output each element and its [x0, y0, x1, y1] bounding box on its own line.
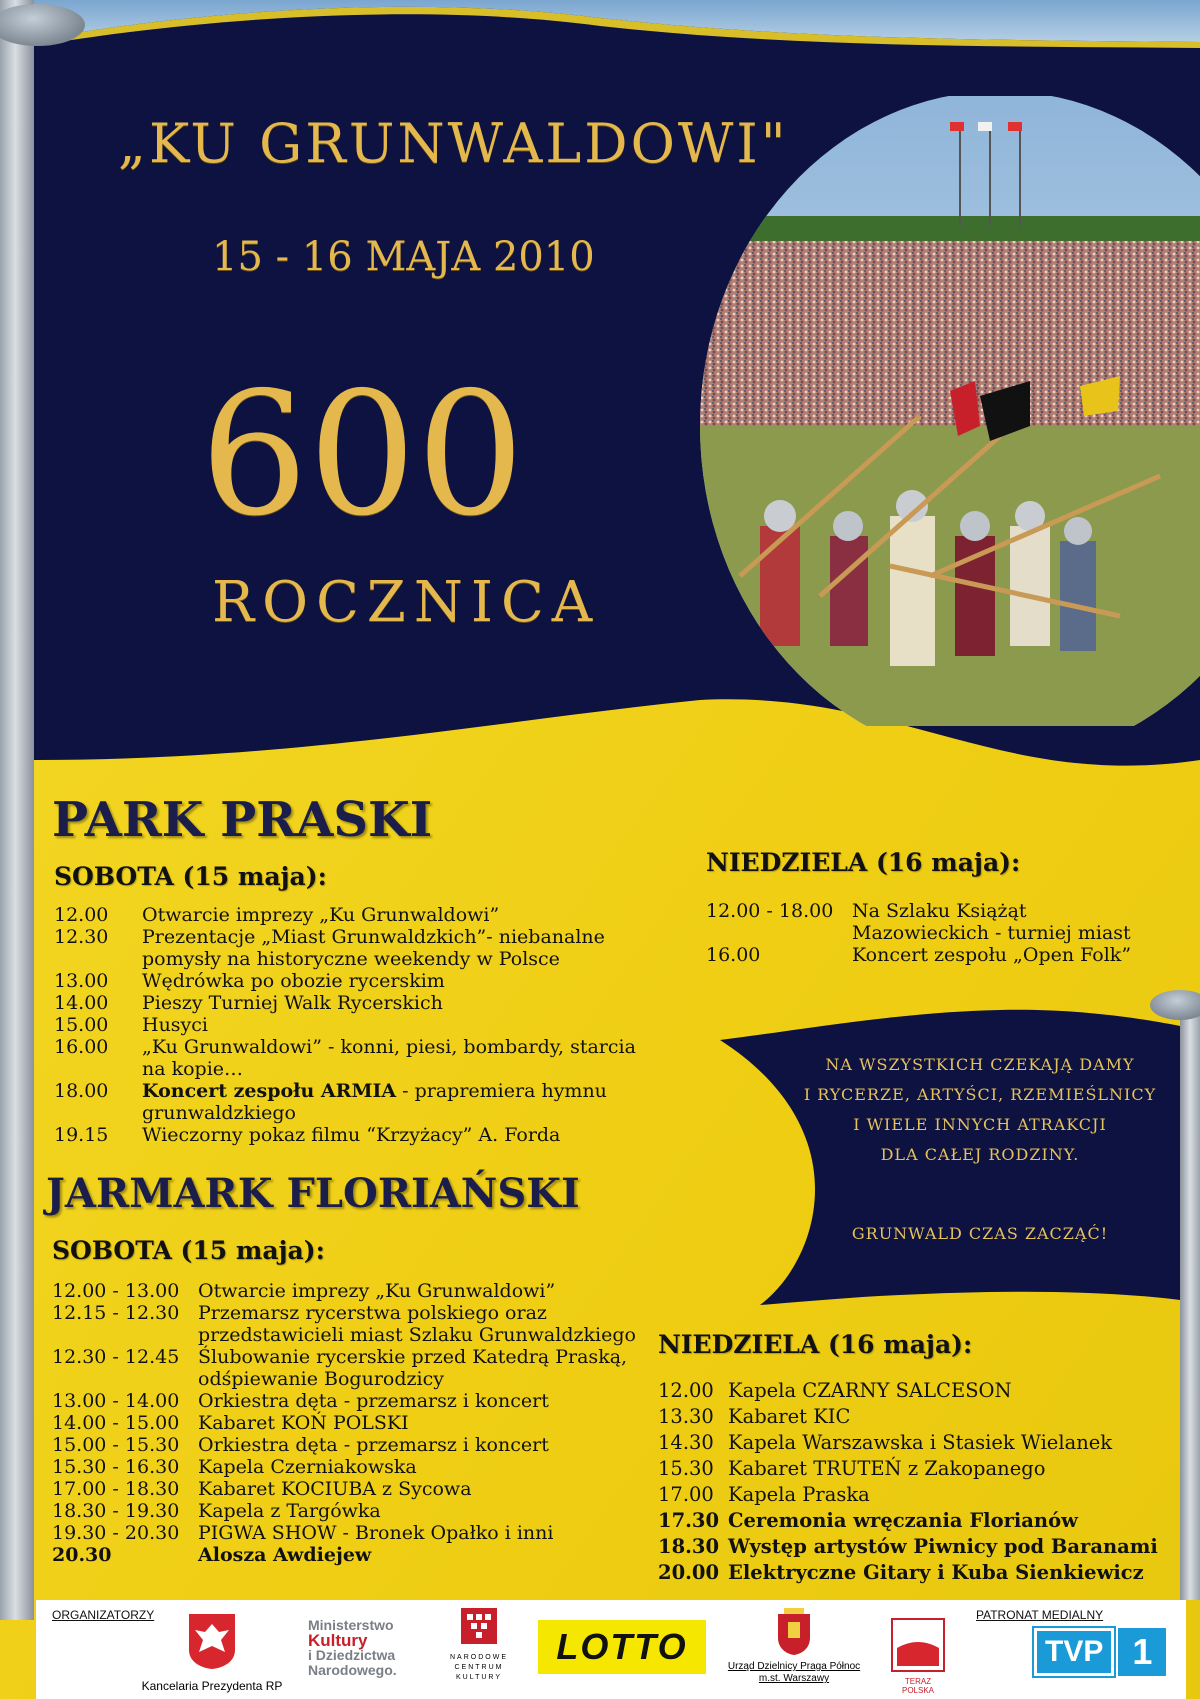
- schedule-desc: Otwarcie imprezy „Ku Grunwaldowi”: [198, 1280, 556, 1302]
- schedule-desc: Otwarcie imprezy „Ku Grunwaldowi”: [142, 904, 500, 926]
- tvp1-logo: [1034, 1628, 1164, 1676]
- schedule-row: [54, 904, 654, 926]
- banner-line: NA WSZYSTKICH CZEKAJĄ DAMY: [825, 1055, 1135, 1074]
- schedule-time: 19.15: [54, 1124, 109, 1146]
- tvp-channel-number: 1: [1118, 1628, 1166, 1676]
- schedule-time: 13.00: [54, 970, 109, 992]
- schedule-row: [52, 1434, 652, 1456]
- event-title: „KU GRUNWALDOWI": [118, 112, 789, 175]
- schedule-time: 12.00 - 18.00: [706, 900, 834, 922]
- banner-line: DLA CAŁEJ RODZINY.: [880, 1145, 1080, 1164]
- schedule-row: [658, 1404, 1178, 1430]
- ministry-line: i Dziedzictwa: [308, 1647, 396, 1663]
- banner-slogan: GRUNWALD CZAS ZACZĄĆ!: [851, 1224, 1109, 1243]
- schedule-time: 12.00: [658, 1379, 714, 1402]
- kancelaria-logo: [132, 1612, 292, 1693]
- ministry-logo: [308, 1618, 397, 1678]
- jarmark-saturday-schedule: [52, 1280, 652, 1566]
- teraz-polska-logo: [888, 1618, 948, 1695]
- schedule-time: 18.30 - 19.30: [52, 1500, 180, 1522]
- sponsors-footer: [36, 1600, 1186, 1699]
- schedule-row: [54, 1124, 654, 1146]
- schedule-desc: - prapremiera hymnu grunwaldzkiego: [142, 1080, 607, 1124]
- schedule-desc: Orkiestra dęta - przemarsz i koncert: [198, 1390, 549, 1412]
- schedule-row: [658, 1534, 1178, 1560]
- district-coat-of-arms-icon: [776, 1608, 812, 1656]
- organizers-label: ORGANIZATORZY: [52, 1608, 155, 1622]
- schedule-desc: Na Szlaku Książąt Mazowieckich - turniej miast: [852, 900, 1131, 944]
- schedule-row: [658, 1378, 1178, 1404]
- banner-line: I WIELE INNYCH ATRAKCJI: [853, 1115, 1107, 1134]
- schedule-time: 15.30: [658, 1457, 714, 1480]
- schedule-time: 17.00 - 18.30: [52, 1478, 180, 1500]
- schedule-row: [54, 1080, 654, 1124]
- schedule-time: 16.00: [706, 944, 761, 966]
- schedule-desc: Występ artystów Piwnicy pod Baranami: [728, 1535, 1158, 1558]
- schedule-row: [658, 1560, 1178, 1586]
- schedule-desc: Kapela CZARNY SALCESON: [728, 1379, 1012, 1402]
- schedule-time: 16.00: [54, 1036, 109, 1058]
- lotto-logo: [538, 1620, 706, 1674]
- schedule-time: 18.30: [658, 1535, 720, 1558]
- schedule-time: 14.00 - 15.00: [52, 1412, 180, 1434]
- schedule-row: [52, 1302, 652, 1346]
- section-title-jarmark: JARMARK FLORIAŃSKI: [46, 1170, 580, 1217]
- schedule-time: 12.15 - 12.30: [52, 1302, 180, 1324]
- jarmark-sunday-heading: NIEDZIELA (16 maja):: [658, 1330, 973, 1359]
- schedule-desc: Ślubowanie rycerskie przed Katedrą Praską, odśpiewanie Bogurodzicy: [198, 1346, 628, 1390]
- nck-line: CENTRUM: [454, 1664, 504, 1671]
- schedule-desc-bold: Koncert zespołu ARMIA: [142, 1080, 397, 1102]
- schedule-desc: Ceremonia wręczania Florianów: [728, 1509, 1078, 1532]
- schedule-row: [54, 1014, 654, 1036]
- schedule-row: [52, 1500, 652, 1522]
- media-patron-label: PATRONAT MEDIALNY: [976, 1608, 1104, 1622]
- schedule-row: [54, 992, 654, 1014]
- schedule-time: 17.30: [658, 1509, 720, 1532]
- schedule-desc: Kapela Czerniakowska: [198, 1456, 417, 1478]
- schedule-desc: Kabaret TRUTEŃ z Zakopanego: [728, 1457, 1046, 1480]
- schedule-time: 20.30: [52, 1544, 112, 1566]
- schedule-desc: Elektryczne Gitary i Kuba Sienkiewicz: [728, 1561, 1144, 1584]
- schedule-desc: Kabaret KOŃ POLSKI: [198, 1412, 409, 1434]
- urzad-line: m.st. Warszawy: [758, 1673, 830, 1684]
- schedule-time: 17.00: [658, 1483, 714, 1506]
- jarmark-saturday-heading: SOBOTA (15 maja):: [52, 1236, 325, 1265]
- schedule-desc: Wieczorny pokaz filmu “Krzyżacy” A. Forda: [142, 1124, 561, 1146]
- schedule-time: 13.00 - 14.00: [52, 1390, 180, 1412]
- schedule-desc: Kapela z Targówka: [198, 1500, 381, 1522]
- ministry-line: Narodowego.: [308, 1662, 397, 1678]
- park-saturday-schedule: [54, 904, 654, 1146]
- schedule-desc: Pieszy Turniej Walk Rycerskich: [142, 992, 443, 1014]
- event-dates: 15 - 16 MAJA 2010: [212, 234, 595, 280]
- nck-logo: [444, 1608, 514, 1683]
- ministry-line: Ministerstwo: [308, 1617, 394, 1633]
- schedule-desc: Husyci: [142, 1014, 209, 1036]
- schedule-desc: Kabaret KOCIUBA z Sycowa: [198, 1478, 472, 1500]
- schedule-time: 20.00: [658, 1561, 720, 1584]
- schedule-row: [54, 970, 654, 992]
- park-sunday-schedule: [706, 900, 1166, 966]
- schedule-desc: Wędrówka po obozie rycerskim: [142, 970, 445, 992]
- schedule-row: [52, 1346, 652, 1390]
- schedule-time: 12.30: [54, 926, 109, 948]
- schedule-time: 12.00 - 13.00: [52, 1280, 180, 1302]
- teraz-polska-icon: [891, 1618, 945, 1672]
- banner-line: I RYCERZE, ARTYŚCI, RZEMIEŚLNICY: [803, 1085, 1157, 1104]
- schedule-time: 15.00 - 15.30: [52, 1434, 180, 1456]
- schedule-desc: Alosza Awdiejew: [198, 1544, 372, 1566]
- schedule-desc: Prezentacje „Miast Grunwaldzkich”- niebanalne pomysły na historyczne weekendy w Polsce: [142, 926, 605, 970]
- banner-message: [800, 1050, 1160, 1170]
- urzad-logo: [724, 1608, 864, 1685]
- schedule-desc: Orkiestra dęta - przemarsz i koncert: [198, 1434, 549, 1456]
- nck-line: KULTURY: [455, 1674, 503, 1681]
- left-pole: [0, 0, 34, 1620]
- schedule-time: 14.30: [658, 1431, 714, 1454]
- schedule-row: [52, 1522, 652, 1544]
- schedule-time: 15.00: [54, 1014, 109, 1036]
- park-saturday-heading: SOBOTA (15 maja):: [54, 862, 327, 891]
- tvp-label: TVP: [1034, 1628, 1114, 1676]
- schedule-desc: PIGWA SHOW - Bronek Opałko i inni: [198, 1522, 554, 1544]
- schedule-desc: „Ku Grunwaldowi” - konni, piesi, bombardy, starcia na kopie…: [142, 1036, 636, 1080]
- teraz-polska-label: TERAZ POLSKA: [901, 1677, 934, 1695]
- section-title-park-praski: PARK PRASKI: [52, 792, 433, 848]
- schedule-desc: Koncert zespołu „Open Folk”: [852, 944, 1132, 966]
- schedule-row: [52, 1478, 652, 1500]
- park-sunday-heading: NIEDZIELA (16 maja):: [706, 848, 1021, 877]
- urzad-line: Urząd Dzielnicy Praga Północ: [727, 1661, 861, 1672]
- anniversary-number: 600: [200, 356, 525, 554]
- schedule-time: 13.30: [658, 1405, 714, 1428]
- battle-photo: [700, 96, 1200, 726]
- schedule-row: [52, 1456, 652, 1478]
- schedule-desc: Kabaret KIC: [728, 1405, 851, 1428]
- schedule-time: 15.30 - 16.30: [52, 1456, 180, 1478]
- nck-emblem-icon: [461, 1608, 497, 1644]
- schedule-row: [658, 1508, 1178, 1534]
- schedule-row: [54, 926, 654, 970]
- lotto-label: LOTTO: [556, 1626, 688, 1667]
- schedule-time: 19.30 - 20.30: [52, 1522, 180, 1544]
- nck-line: NARODOWE: [450, 1654, 508, 1661]
- schedule-time: 12.00: [54, 904, 109, 926]
- schedule-row: [658, 1456, 1178, 1482]
- schedule-desc: Kapela Warszawska i Stasiek Wielanek: [728, 1431, 1113, 1454]
- schedule-time: 12.30 - 12.45: [52, 1346, 180, 1368]
- schedule-time: 18.00: [54, 1080, 109, 1102]
- schedule-row: [54, 1036, 654, 1080]
- schedule-desc: Kapela Praska: [728, 1483, 870, 1506]
- schedule-row: [658, 1482, 1178, 1508]
- schedule-row: [706, 944, 1166, 966]
- schedule-row: [706, 900, 1166, 944]
- schedule-row: [52, 1544, 652, 1566]
- schedule-desc: Przemarsz rycerstwa polskiego oraz przedstawicieli miast Szlaku Grunwaldzkiego: [198, 1302, 636, 1346]
- eagle-emblem-icon: [187, 1612, 237, 1670]
- kancelaria-label: Kancelaria Prezydenta RP: [141, 1679, 283, 1693]
- schedule-row: [658, 1430, 1178, 1456]
- right-pole: [1180, 1000, 1200, 1600]
- schedule-row: [52, 1390, 652, 1412]
- schedule-row: [52, 1412, 652, 1434]
- schedule-time: 14.00: [54, 992, 109, 1014]
- schedule-row: [52, 1280, 652, 1302]
- jarmark-sunday-schedule: [658, 1378, 1178, 1586]
- anniversary-label: ROCZNICA: [212, 570, 601, 635]
- ministry-line: Kultury: [308, 1631, 368, 1650]
